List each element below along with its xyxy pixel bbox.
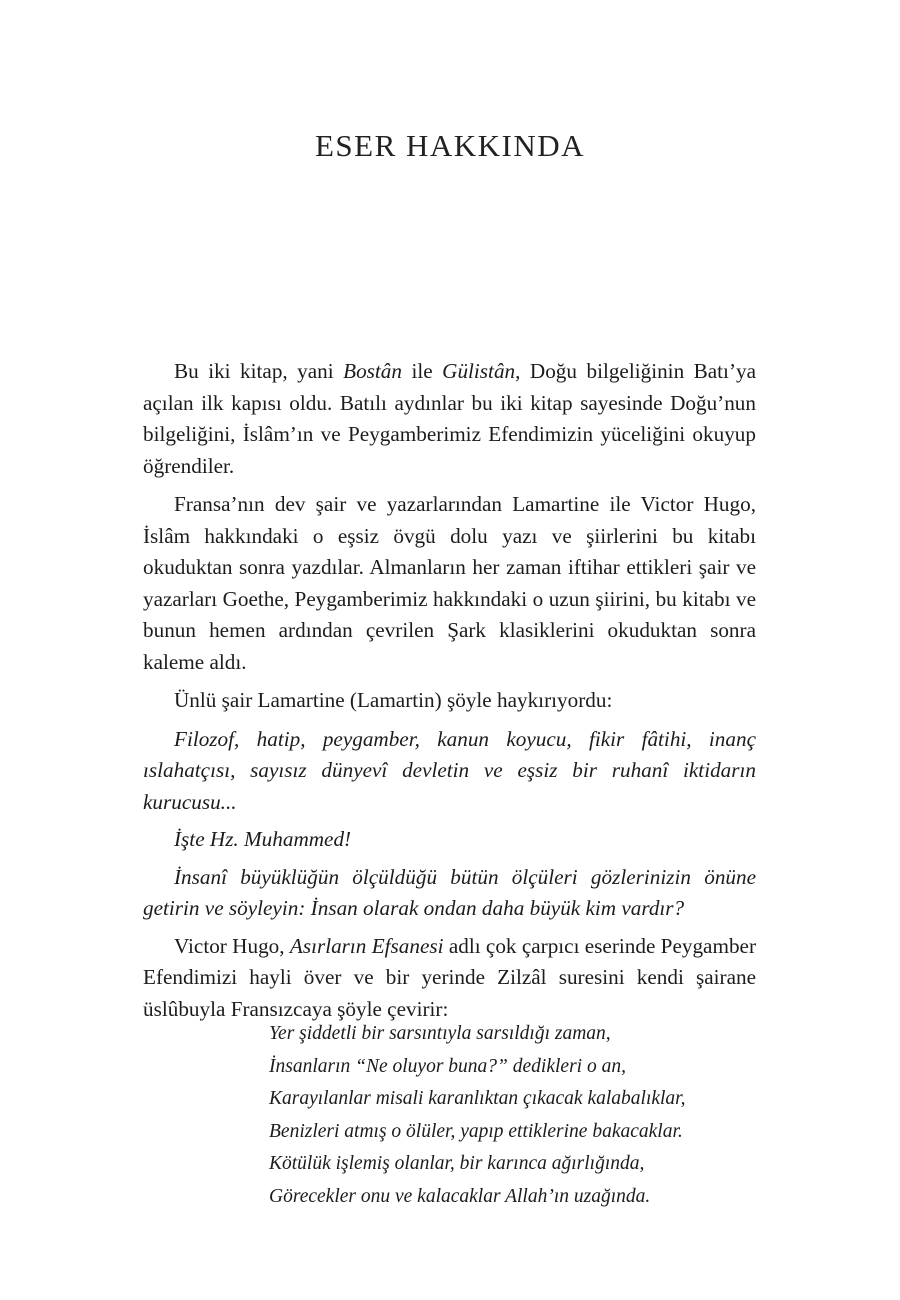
paragraph-hugo <box>143 931 756 1026</box>
quote-lamartine-1: Filozof, hatip, peygamber, kanun koyucu, fikir fâtihi, inanç ıslahatçısı, sayısız dünyevî devletin ve eşsiz bir ruhanî iktidarın kurucusu... <box>143 726 756 814</box>
poem <box>269 1018 686 1213</box>
paragraph-lamartine: Ünlü şair Lamartine (Lamartin) şöyle haykırıyordu: <box>174 688 613 712</box>
poem-line: Yer şiddetli bir sarsıntıyla sarsıldığı zaman, <box>269 1023 611 1044</box>
book-title-bostan: Bostân <box>343 359 402 383</box>
paragraph-intro-part: Bu iki kitap, yani <box>174 359 344 383</box>
book-title-legende: Asırların Efsanesi <box>289 933 444 958</box>
poem-line: Karayılanlar misali karanlıktan çıkacak kalabalıklar, <box>269 1088 686 1109</box>
poem-line: Görecekler onu ve kalacaklar Allah’ın uzağında. <box>269 1185 651 1207</box>
chapter-title: ESER HAKKINDA <box>314 128 586 163</box>
paragraph-intro-part: , Doğu bilgeliğinin Batı’ya açılan ilk kapısı oldu. Batılı aydınlar bu iki kitap sayesinde Doğu’nun bilgeliğini, İslâm’ın ve Peygamberimiz Efendimizin yüceliğini okuyup öğrendiler. <box>143 359 757 478</box>
paragraph-hugo-part: adlı çok çarpıcı eserinde Peygamber Efendimizi hayli över ve bir yerinde Zilzâl suresini kendi şairane üslûbuyla Fransızcaya şöyle çevirir: <box>143 933 756 1021</box>
poem-line: Kötülük işlemiş olanlar, bir karınca ağırlığında, <box>269 1153 645 1174</box>
paragraph-intro-part: ile <box>402 359 443 383</box>
quote-lamartine-3: İnsanî büyüklüğün ölçüldüğü bütün ölçüleri gözlerinizin önüne getirin ve söyleyin: İnsan olarak ondan daha büyük kim vardır? <box>143 864 756 920</box>
poem-line: Benizleri atmış o ölüler, yapıp ettiklerine bakacaklar. <box>269 1120 683 1142</box>
paragraph-intro <box>143 356 756 482</box>
poem-line: İnsanların “Ne oluyor buna?” dedikleri o an, <box>269 1055 626 1077</box>
quote-lamartine-2: İşte Hz. Muhammed! <box>174 827 352 851</box>
book-title-gulistan: Gülistân <box>442 359 516 383</box>
paragraph-hugo-part: Victor Hugo, <box>174 933 290 958</box>
body-text <box>143 356 756 1032</box>
paragraph-influence: Fransa’nın dev şair ve yazarlarından Lamartine ile Victor Hugo, İslâm hakkındaki o eşsiz övgü dolu yazı ve şiirlerini bu kitabı okuduktan sonra yazdılar. Almanların her zaman iftihar ettikleri şair ve yazarları Goethe, Peygamberimiz hakkındaki o uzun şiirini, bu kitabı ve bunun hemen ardından çevrilen Şark klasiklerini okuduktan sonra kaleme aldı. <box>143 492 756 674</box>
